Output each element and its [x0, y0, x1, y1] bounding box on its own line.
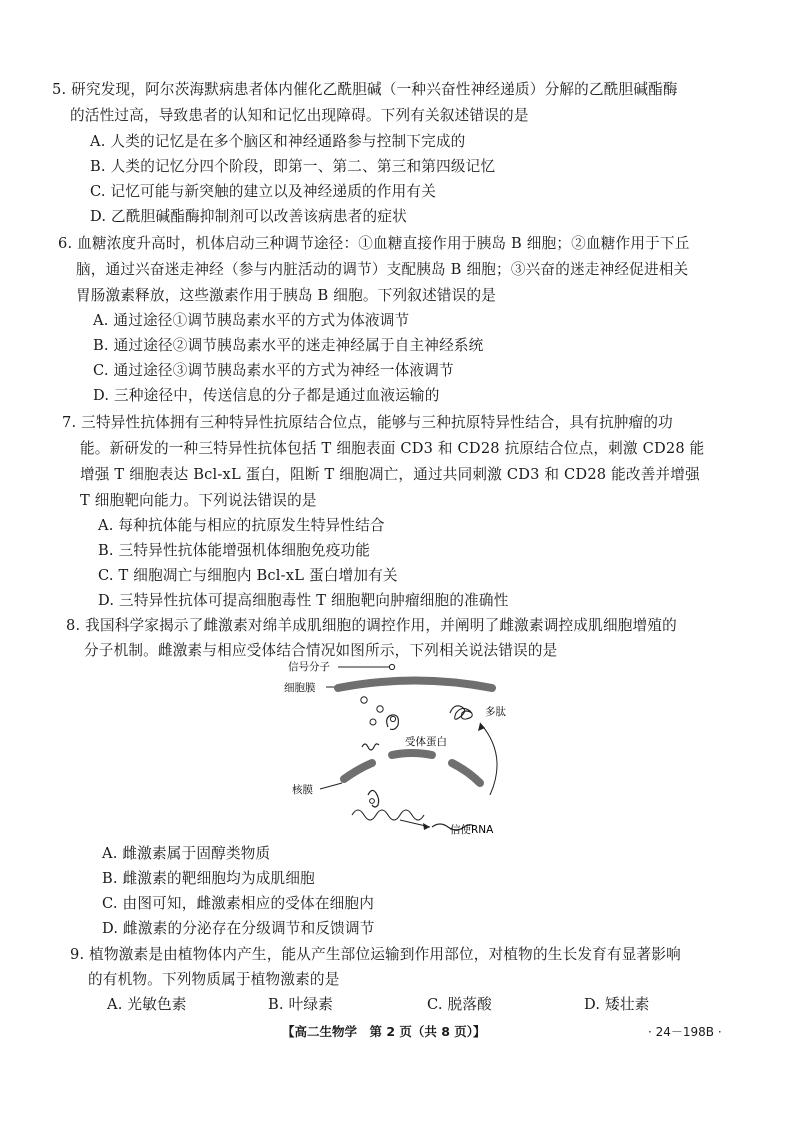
mrna-label: 信使RNA: [450, 824, 494, 836]
q5-stem-line-2: 的活性过高，导致患者的认知和记忆出现障碍。下列有关叙述错误的是: [70, 107, 529, 124]
q7-stem-line-3: 增强 T 细胞表达 Bcl-xL 蛋白，阻断 T 细胞凋亡，通过共同刺激 CD3 和 CD28 能改善并增强: [80, 466, 700, 483]
q8-option-a: A. 雌激素属于固醇类物质: [102, 845, 271, 862]
receptor-complex: [387, 715, 399, 730]
q7-option-a: A. 每种抗体能与相应的抗原发生特异性结合: [98, 517, 385, 534]
q6-stem-line-2: 脑，通过兴奋迷走神经（参与内脏活动的调节）支配胰岛 B 细胞；③兴奋的迷走神经促进相关: [76, 261, 689, 278]
q8-option-b: B. 雌激素的靶细胞均为成肌细胞: [102, 870, 315, 887]
q6-option-c: C. 通过途径③调节胰岛素水平的方式为神经一体液调节: [93, 362, 454, 379]
q7-stem-line-1: 7. 三特异性抗体拥有三种特异性抗原结合位点，能够与三种抗原特异性结合，具有抗肿瘤的功: [62, 414, 673, 431]
q8-option-d: D. 雌激素的分泌存在分级调节和反馈调节: [102, 920, 375, 937]
signal-molecule-1: [361, 697, 367, 703]
q8-option-c: C. 由图可知，雌激素相应的受体在细胞内: [102, 895, 375, 912]
cell-membrane-label: 细胞膜: [284, 682, 316, 694]
nuclear-membrane-pointer: [320, 783, 342, 789]
q5-option-a: A. 人类的记忆是在多个脑区和神经通路参与控制下完成的: [90, 133, 466, 150]
q8-stem-line-2: 分子机制。雌激素与相应受体结合情况如图所示，下列相关说法错误的是: [84, 642, 558, 659]
q7-option-c: C. T 细胞凋亡与细胞内 Bcl-xL 蛋白增加有关: [98, 567, 398, 584]
polypeptide-label: 多肽: [485, 706, 506, 718]
q6-option-b: B. 通过途径②调节胰岛素水平的迷走神经属于自主神经系统: [93, 337, 484, 354]
polypeptide: [450, 706, 472, 719]
signal-molecule-3: [370, 719, 376, 725]
q7-option-d: D. 三特异性抗体可提高细胞毒性 T 细胞靶向肿瘤细胞的准确性: [98, 592, 509, 609]
free-receptor: [362, 744, 379, 750]
q5-option-c: C. 记忆可能与新突触的建立以及神经递质的作用有关: [90, 183, 436, 200]
q7-option-b: B. 三特异性抗体能增强机体细胞免疫功能: [98, 542, 371, 559]
q9-option-a: A. 光敏色素: [107, 996, 187, 1013]
estrogen-receptor-diagram: [280, 655, 540, 840]
nuclear-membrane-segment-2: [392, 753, 432, 755]
nuclear-signal-molecule: [370, 799, 375, 804]
transcription-arrow-head: [423, 823, 430, 830]
q5-stem-line-1: 5. 研究发现，阿尔茨海默病患者体内催化乙酰胆碱（一种兴奋性神经递质）分解的乙酰胆碱酯酶: [52, 81, 678, 98]
signal-molecule-label: 信号分子: [288, 661, 330, 673]
q7-stem-line-4: T 细胞靶向能力。下列说法错误的是: [80, 492, 317, 509]
cell-membrane: [338, 681, 492, 689]
q9-option-d: D. 矮壮素: [584, 996, 650, 1013]
q6-stem-line-1: 6. 血糖浓度升高时，机体启动三种调节途径：①血糖直接作用于胰岛 B 细胞；②血糖作用于下丘: [58, 235, 690, 252]
q6-option-d: D. 三种途径中，传送信息的分子都是通过血液运输的: [93, 387, 440, 404]
q9-option-c: C. 脱落酸: [427, 996, 492, 1013]
q5-option-d: D. 乙酰胆碱酯酶抑制剂可以改善该病患者的症状: [90, 208, 407, 225]
q5-option-b: B. 人类的记忆分四个阶段，即第一、第二、第三和第四级记忆: [90, 158, 496, 175]
nuclear-membrane-segment-3: [452, 763, 480, 783]
signal-molecule-2: [377, 706, 383, 712]
page-footer: [0, 1022, 794, 1044]
bound-signal-molecule: [390, 716, 395, 721]
q6-option-a: A. 通过途径①调节胰岛素水平的方式为体液调节: [93, 312, 410, 329]
nuclear-membrane-label: 核膜: [292, 784, 313, 796]
q7-stem-line-2: 能。新研发的一种三特异性抗体包括 T 细胞表面 CD3 和 CD28 抗原结合位点，刺激 CD28 能: [80, 440, 705, 457]
q6-stem-line-3: 胃肠激素释放，这些激素作用于胰岛 B 细胞。下列叙述错误的是: [76, 287, 497, 304]
page-info: 【高二生物学 第 2 页（共 8 页）】: [282, 1024, 486, 1039]
q8-stem-line-1: 8. 我国科学家揭示了雌激素对绵羊成肌细胞的调控作用，并阐明了雌激素调控成肌细胞增殖的: [66, 617, 677, 634]
receptor-protein-label: 受体蛋白: [405, 736, 447, 748]
dna-strand: [352, 810, 424, 820]
signal-molecule-dot: [389, 664, 394, 669]
q9-option-b: B. 叶绿素: [268, 996, 333, 1013]
exam-code: · 24－198B ·: [648, 1025, 722, 1039]
nuclear-membrane-segment-1: [344, 763, 372, 779]
q9-stem-line-1: 9. 植物激素是由植物体内产生，能从产生部位运输到作用部位，对植物的生长发育有显著影响: [70, 946, 681, 963]
q9-stem-line-2: 的有机物。下列物质属于植物激素的是: [88, 971, 340, 988]
